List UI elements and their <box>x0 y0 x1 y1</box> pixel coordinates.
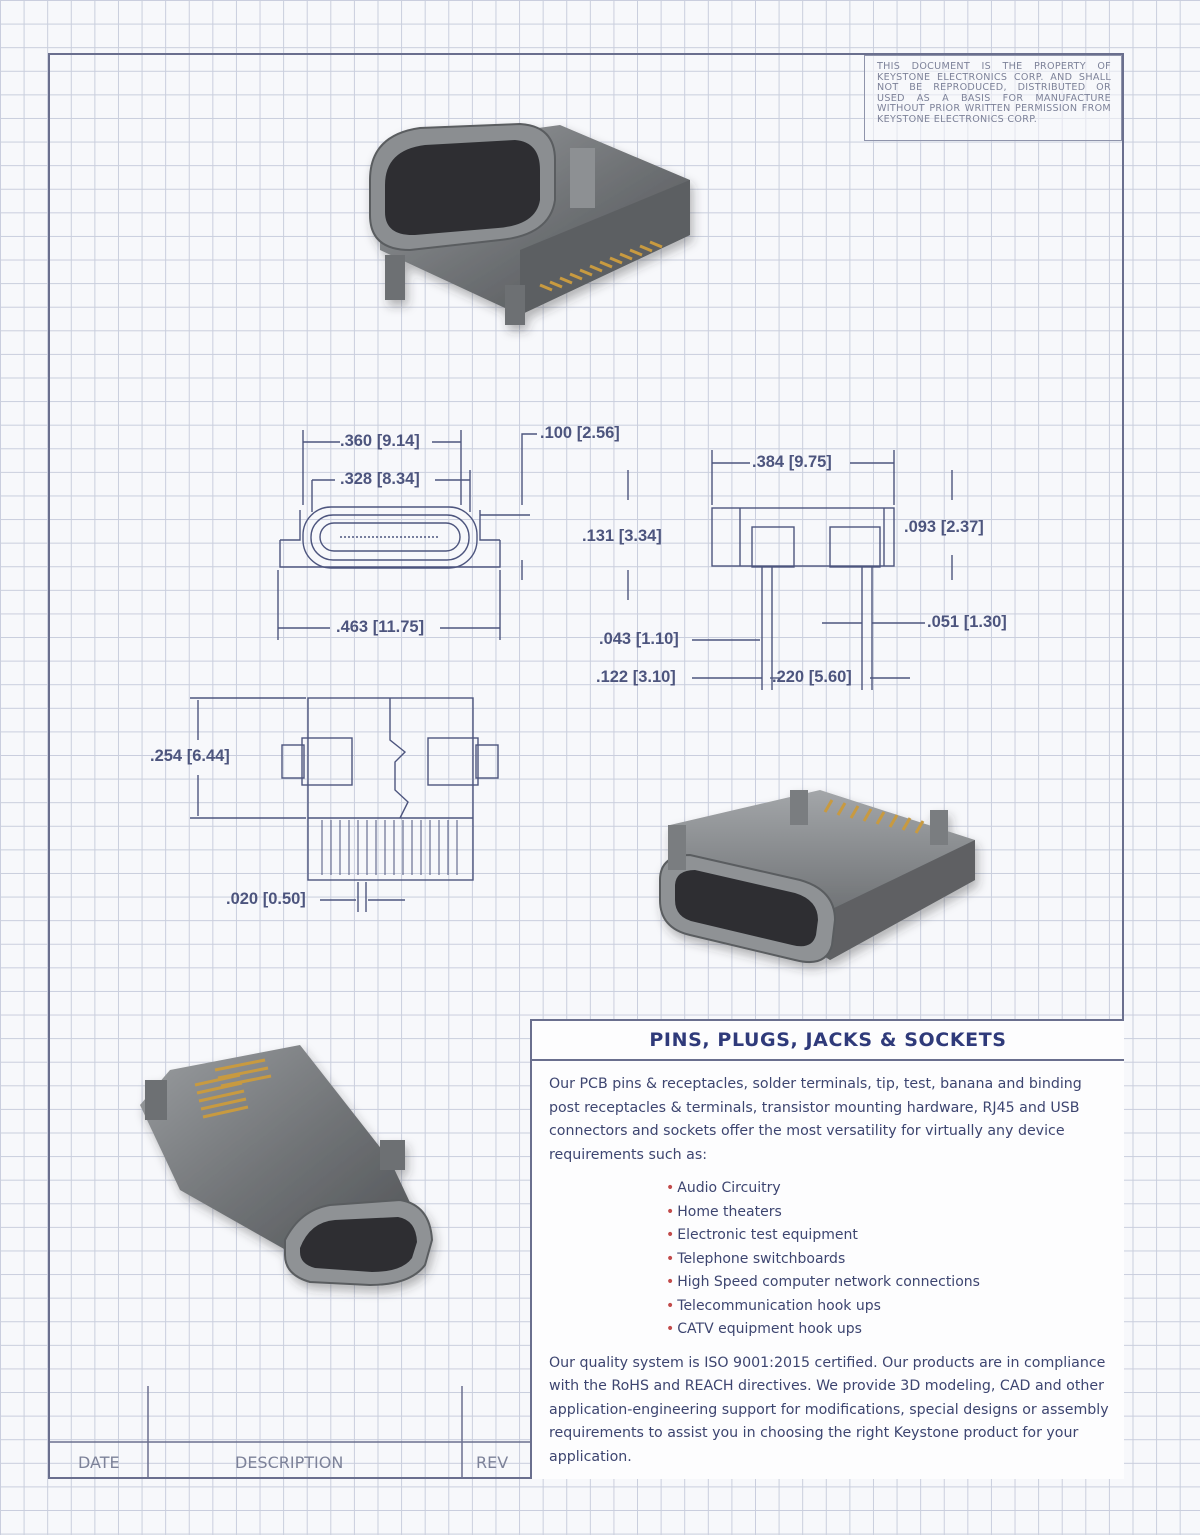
dim-tab-width: .051 [1.30] <box>927 613 1007 631</box>
info-closing: Our quality system is ISO 9001:2015 certified. Our products are in compliance with the RoHS and REACH directives. We provide 3D modeling, CAD and other application-engineering support for modifications, special designs or assembly requirements to assist you in choosing the right Keystone product for your application. <box>549 1354 1109 1465</box>
dim-width-outer: .360 [9.14] <box>340 432 420 450</box>
rev-header-rev: REV <box>476 1453 509 1472</box>
dim-width-inner: .328 [8.34] <box>340 470 420 488</box>
dim-peg-spacing: .220 [5.60] <box>772 668 852 686</box>
connector-render-bottom <box>140 1045 432 1285</box>
info-body <box>532 1061 1124 1469</box>
connector-render-top <box>370 124 690 325</box>
dim-length: .384 [9.75] <box>752 453 832 471</box>
list-item: • CATV equipment hook ups <box>666 1318 1110 1342</box>
dim-height: .131 [3.34] <box>582 527 662 545</box>
info-intro: Our PCB pins & receptacles, solder terminals, tip, test, banana and binding post receptacles & terminals, transistor mounting hardware, RJ45 and USB connectors and sockets offer the most versatility for virtually any device requirements such as: <box>549 1076 1082 1163</box>
dim-depth: .254 [6.44] <box>150 747 230 765</box>
top-view-drawing <box>190 698 498 912</box>
application-list <box>666 1177 1110 1342</box>
dim-pitch: .020 [0.50] <box>226 890 306 908</box>
product-info-box <box>530 1019 1124 1479</box>
list-item: • High Speed computer network connections <box>666 1271 1110 1295</box>
info-title: PINS, PLUGS, JACKS & SOCKETS <box>532 1021 1124 1061</box>
list-item: • Telecommunication hook ups <box>666 1295 1110 1319</box>
side-view-drawing <box>628 450 952 690</box>
dim-lip: .093 [2.37] <box>904 518 984 536</box>
dim-peg: .043 [1.10] <box>599 630 679 648</box>
list-item: • Audio Circuitry <box>666 1177 1110 1201</box>
rev-header-description: DESCRIPTION <box>235 1453 344 1472</box>
dim-width-total: .463 [11.75] <box>336 618 425 636</box>
front-view-drawing <box>278 430 537 640</box>
dim-offset: .100 [2.56] <box>540 424 620 442</box>
list-item: • Telephone switchboards <box>666 1248 1110 1272</box>
property-notice: THIS DOCUMENT IS THE PROPERTY OF KEYSTONE ELECTRONICS CORP. AND SHALL NOT BE REPRODUCED, DISTRIBUTED OR USED AS A BASIS FOR MANUFACTURE WITHOUT PRIOR WRITTEN PERMISSION FROM KEYSTONE ELECTRONICS CORP. <box>864 55 1122 141</box>
list-item: • Electronic test equipment <box>666 1224 1110 1248</box>
rev-header-date: DATE <box>78 1453 120 1472</box>
dim-peg-offset: .122 [3.10] <box>596 668 676 686</box>
list-item: • Home theaters <box>666 1201 1110 1225</box>
connector-render-right <box>660 790 975 962</box>
